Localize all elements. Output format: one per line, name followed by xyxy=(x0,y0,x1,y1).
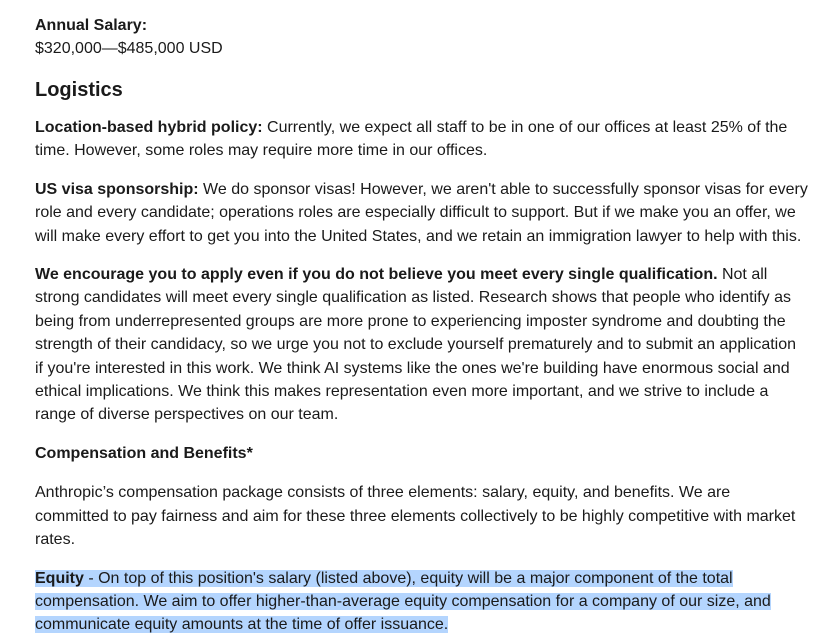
visa-sponsorship-paragraph xyxy=(35,178,808,248)
equity-lead: Equity xyxy=(35,569,84,587)
compensation-heading: Compensation and Benefits* xyxy=(35,444,253,462)
compensation-intro-paragraph: Anthropic’s compensation package consists of three elements: salary, equity, and benefits. We are committed to pay fairness and aim for these three elements collectively to be highly competitive with market rates. xyxy=(35,484,796,549)
encourage-apply-lead: We encourage you to apply even if you do not believe you meet every single qualification. xyxy=(35,266,718,284)
visa-sponsorship-text: We do sponsor visas! However, we aren't able to successfully sponsor visas for every role and every candidate; operations roles are especially difficult to support. But if we make you an offer, we will make every effort to get you into the United States, and we retain an immigration lawyer to help with this. xyxy=(35,180,808,245)
visa-sponsorship-lead: US visa sponsorship: xyxy=(35,180,199,198)
equity-paragraph[interactable] xyxy=(35,567,808,637)
hybrid-policy-paragraph xyxy=(35,116,808,163)
hybrid-policy-lead: Location-based hybrid policy: xyxy=(35,119,263,136)
annual-salary-label: Annual Salary: xyxy=(35,17,148,34)
encourage-apply-paragraph xyxy=(35,263,808,427)
hybrid-policy-text: Currently, we expect all staff to be in one of our offices at least 25% of the time. However, some roles may require more time in our offices. xyxy=(35,119,788,160)
logistics-heading: Logistics xyxy=(35,79,123,101)
equity-selected-text[interactable] xyxy=(35,570,771,634)
annual-salary-value: $320,000—$485,000 USD xyxy=(35,40,223,57)
encourage-apply-text: Not all strong candidates will meet every single qualification as listed. Research shows that people who identify as being from underrepresented groups are more prone to experiencing imposter syndrome and doubting the strength of their candidacy, so we urge you not to exclude yourself prematurely and to submit an application if you're interested in this work. We think AI systems like the ones we're building have enormous social and ethical implications. We think this makes representation even more important, and we strive to include a range of diverse perspectives on our team. xyxy=(35,266,797,424)
equity-text: - On top of this position's salary (listed above), equity will be a major component of the total compensation. We aim to offer higher-than-average equity compensation for a company of our size, and communicate equity amounts at the time of offer issuance. xyxy=(35,569,771,634)
